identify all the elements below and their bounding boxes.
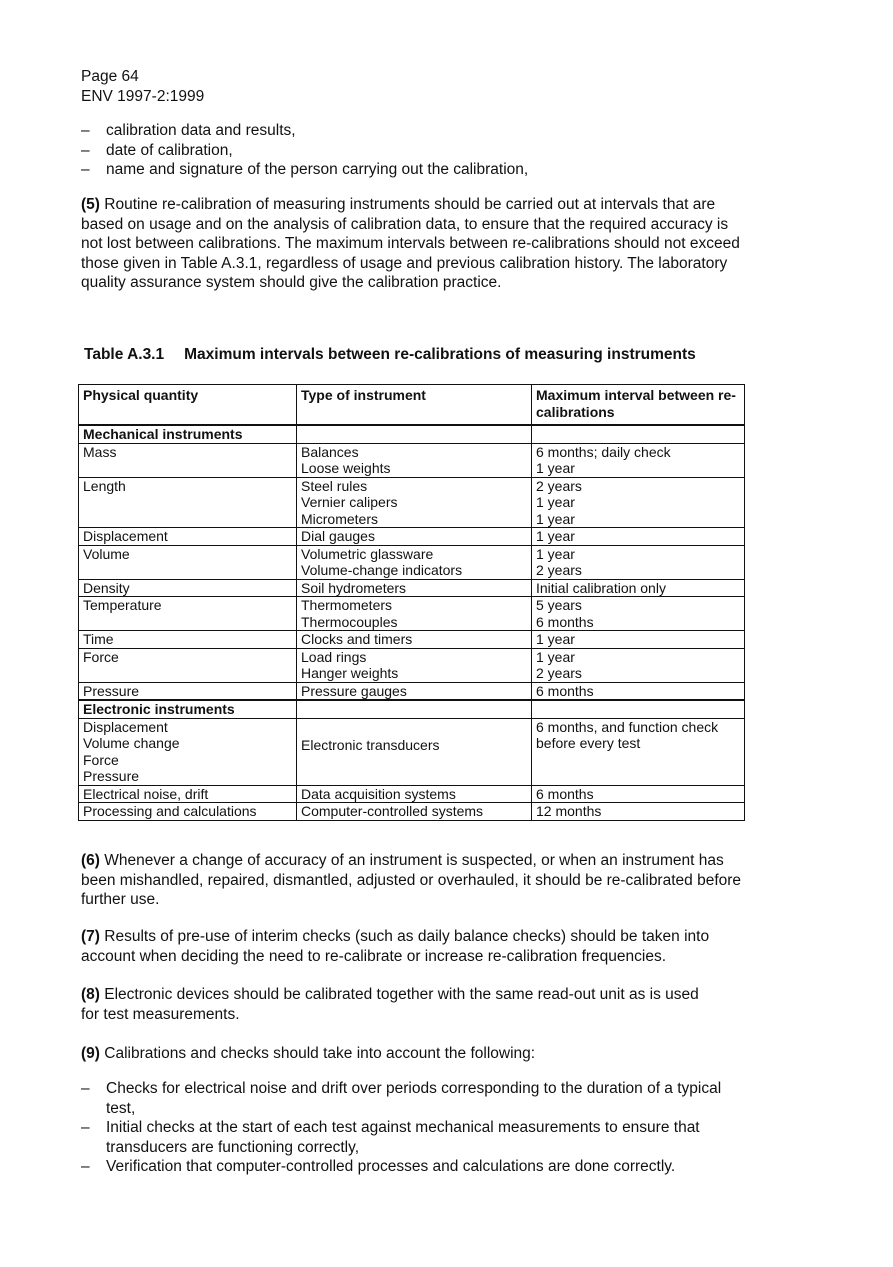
list-item: – Checks for electrical noise and drift over periods corresponding to the duration of a typical test, — [81, 1080, 722, 1117]
table-header-row — [79, 385, 745, 426]
paragraph-5: (5) Routine re-calibration of measuring instruments should be carried out at intervals that are based on usage and on the analysis of calibration data, to ensure that the required accuracy is not lost between calibrations. The maximum intervals between re-calibrations should not exceed those given in Table A.3.1, regardless of usage and previous calibration history. The laboratory quality assurance system should give the calibration practice. — [81, 196, 740, 291]
page-header — [81, 67, 204, 107]
table-row: Length Steel rules Vernier calipers Micrometers 2 years 1 year 1 year — [79, 477, 745, 528]
page-number: Page 64 — [81, 68, 139, 85]
bottom-list — [81, 1079, 731, 1177]
table-row: Electrical noise, drift Data acquisition systems 6 months — [79, 785, 745, 803]
column-header: Physical quantity — [79, 385, 297, 426]
table-row: Pressure Pressure gauges 6 months — [79, 682, 745, 700]
list-item: – calibration data and results, — [81, 122, 296, 139]
paragraph-9: (9) Calibrations and checks should take into account the following: — [81, 1045, 536, 1062]
table-row: Displacement Volume change Force Pressure Electronic transducers 6 months, and function check before every test — [79, 718, 745, 785]
table-row: Displacement Dial gauges 1 year — [79, 528, 745, 546]
table-row: Density Soil hydrometers Initial calibration only — [79, 579, 745, 597]
table-row: Temperature Thermometers Thermocouples 5 years 6 months — [79, 597, 745, 631]
section-row-electronic: Electronic instruments — [79, 700, 745, 718]
paragraph-6: (6) Whenever a change of accuracy of an instrument is suspected, or when an instrument has been mishandled, repaired, dismantled, adjusted or overhauled, it should be re-calibrated before further use. — [81, 852, 742, 908]
document-code: ENV 1997-2:1999 — [81, 88, 205, 105]
table-row: Volume Volumetric glassware Volume-change indicators 1 year 2 years — [79, 545, 745, 579]
table-row: Mass Balances Loose weights 6 months; daily check 1 year — [79, 443, 745, 477]
column-header: Maximum interval between re-calibrations — [532, 385, 745, 426]
list-item: – name and signature of the person carrying out the calibration, — [81, 161, 529, 178]
top-list — [81, 121, 528, 180]
list-item: – Initial checks at the start of each test against mechanical measurements to ensure that transducers are functioning correctly, — [81, 1119, 700, 1156]
section-row-mechanical: Mechanical instruments — [79, 425, 745, 443]
paragraph-7: (7) Results of pre-use of interim checks (such as daily balance checks) should be taken into account when deciding the need to re-calibrate or increase re-calibration frequencies. — [81, 928, 710, 965]
calibration-table — [78, 384, 745, 821]
table-row: Time Clocks and timers 1 year — [79, 631, 745, 649]
table-caption: Table A.3.1 Maximum intervals between re-calibrations of measuring instruments — [84, 346, 696, 363]
list-item: – Verification that computer-controlled processes and calculations are done correctly. — [81, 1158, 676, 1175]
paragraph-8: (8) Electronic devices should be calibrated together with the same read-out unit as is used for test measurements. — [81, 986, 699, 1023]
list-item: – date of calibration, — [81, 141, 233, 159]
table-row: Processing and calculations Computer-controlled systems 12 months — [79, 803, 745, 821]
column-header: Type of instrument — [297, 385, 532, 426]
table-row: Force Load rings Hanger weights 1 year 2 years — [79, 648, 745, 682]
